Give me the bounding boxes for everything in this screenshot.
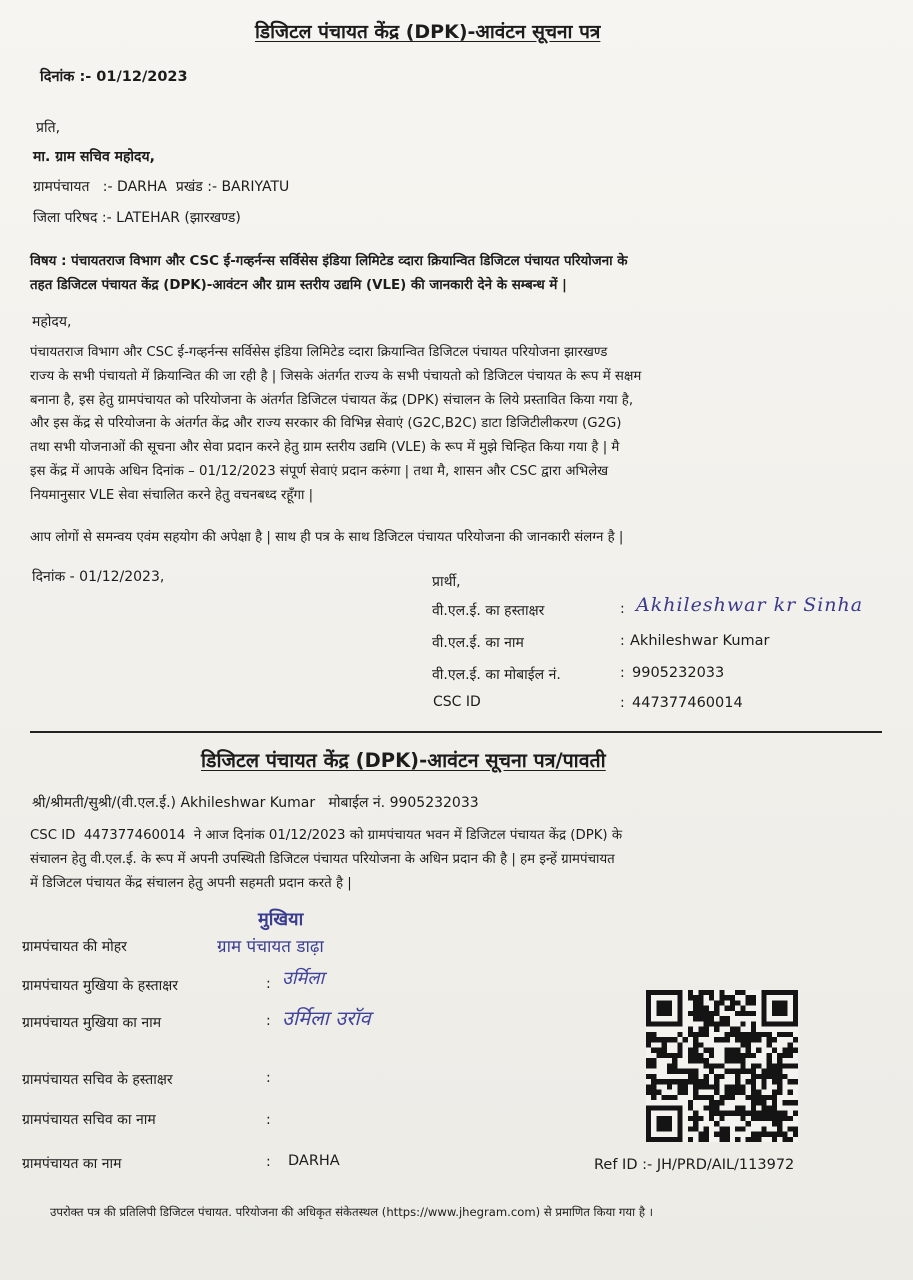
mukhiya-sign-colon: : <box>266 976 271 992</box>
receipt-body <box>30 824 890 896</box>
vle-name-label: वी.एल.ई. का नाम <box>432 635 524 651</box>
gram-panchayat-stamp: ग्राम पंचायत डाढ़ा <box>217 937 324 957</box>
zila-line: जिला परिषद :- LATEHAR (झारखण्ड) <box>33 210 241 226</box>
ref-id: Ref ID :- JH/PRD/AIL/113972 <box>594 1157 795 1173</box>
vle-name-colon: : <box>620 633 625 649</box>
addressee: मा. ग्राम सचिव महोदय, <box>33 149 155 165</box>
receipt-body-line: में डिजिटल पंचायत केंद्र संचालन हेतु अपनी सहमती प्रदान करते है | <box>30 876 352 891</box>
body-line: राज्य के सभी पंचायतो में क्रियान्वित की जा रही है | जिसके अंतर्गत राज्य के सभी पंचायतो को डिजिटल पंचायत के रूप में सक्षम <box>30 368 642 384</box>
mukhiya-signature: उर्मिला <box>282 968 325 989</box>
vle-name-value: Akhileshwar Kumar <box>630 633 770 649</box>
vle-signature: Akhileshwar kr Sinha <box>636 594 864 616</box>
sachiv-sign-label: ग्रामपंचायत सचिव के हस्ताक्षर <box>22 1072 173 1088</box>
body-line: इस केंद्र में आपके अधिन दिनांक – 01/12/2023 संपूर्ण सेवाएं प्रदान करुंगा | तथा मै, शासन और CSC द्वारा अभिलेख <box>30 463 609 479</box>
body-line: पंचायतराज विभाग और CSC ई-गव्हर्नन्स सर्विसेस इंडिया लिमिटेड व्दारा क्रियान्वित डिजिटल पंचायत परियोजना झारखण्ड <box>30 345 608 360</box>
receipt-vle-line: श्री/श्रीमती/सुश्री/(वी.एल.ई.) Akhileshwar Kumar मोबाईल नं. 9905232033 <box>32 795 479 811</box>
vle-signature-colon: : <box>620 601 625 617</box>
closing-line: आप लोगों से समन्वय एवंम सहयोग की अपेक्षा है | साथ ही पत्र के साथ डिजिटल पंचायत परियोजना की जानकारी संलग्न है | <box>30 530 624 545</box>
sachiv-sign-colon: : <box>266 1070 271 1086</box>
notice-date: दिनांक :- 01/12/2023 <box>40 69 188 85</box>
receipt-title: डिजिटल पंचायत केंद्र (DPK)-आवंटन सूचना पत्र/पावती <box>201 749 606 772</box>
gram-panchayat-line: ग्रामपंचायत :- DARHA प्रखंड :- BARIYATU <box>33 179 290 195</box>
gp-name-label: ग्रामपंचायत का नाम <box>22 1156 122 1172</box>
sachiv-name-colon: : <box>266 1112 271 1128</box>
mukhiya-name-label: ग्रामपंचायत मुखिया का नाम <box>22 1015 162 1031</box>
gp-name-colon: : <box>266 1154 271 1170</box>
vle-mobile-value: 9905232033 <box>632 665 725 681</box>
receipt-body-line: संचालन हेतु वी.एल.ई. के रूप में अपनी उपस्थिती डिजिटल पंचायत परियोजना के अधिन प्रदान की है | हम इन्हें ग्रामपंचायत <box>30 852 615 867</box>
vle-mobile-label: वी.एल.ई. का मोबाईल नं. <box>432 667 561 683</box>
subject-line: विषय : पंचायतराज विभाग और CSC ई-गव्हर्नन्स सर्विसेस इंडिया लिमिटेड व्दारा क्रियान्वित डिजिटल पंचायत परियोजना के <box>30 254 628 269</box>
body-line: तथा सभी योजनाओं की सूचना और सेवा प्रदान करने हेतु ग्राम स्तरीय उद्यमि (VLE) के रूप में मुझे चिन्हित किया गया है | मै <box>30 440 620 456</box>
bottom-date: दिनांक - 01/12/2023, <box>32 569 165 585</box>
salutation: महोदय, <box>32 314 72 330</box>
qr-code <box>646 990 798 1142</box>
body-line: नियमानुसार VLE सेवा संचालित करने हेतु वचनबध्द रहूँगा | <box>30 487 314 503</box>
sachiv-name-label: ग्रामपंचायत सचिव का नाम <box>22 1112 156 1128</box>
csc-id-colon: : <box>620 695 625 711</box>
to-line: प्रति, <box>36 120 61 136</box>
subject <box>30 250 890 298</box>
mukhiya-sign-label: ग्रामपंचायत मुखिया के हस्ताक्षर <box>22 978 179 994</box>
footer-note: उपरोक्त पत्र की प्रतिलिपी डिजिटल पंचायत. परियोजना की अधिकृत संकेतस्थल (https://www.jhegram.com) से प्रमाणित किया गया है । <box>50 1205 654 1219</box>
applicant-label: प्रार्थी, <box>432 574 461 590</box>
gp-name-value: DARHA <box>288 1153 340 1169</box>
notice-title: डिजिटल पंचायत केंद्र (DPK)-आवंटन सूचना पत्र <box>255 21 601 43</box>
csc-id-value: 447377460014 <box>632 695 743 711</box>
mukhiya-name-value: उर्मिला उरॉव <box>282 1006 371 1030</box>
section-divider <box>30 731 882 733</box>
seal-label: ग्रामपंचायत की मोहर <box>22 939 127 955</box>
subject-line: तहत डिजिटल पंचायत केंद्र (DPK)-आवंटन और ग्राम स्तरीय उद्यमि (VLE) की जानकारी देने के सम्बन्ध में | <box>30 278 567 294</box>
notice-body <box>30 341 890 508</box>
vle-signature-label: वी.एल.ई. का हस्ताक्षर <box>432 603 545 619</box>
receipt-body-line: CSC ID 447377460014 ने आज दिनांक 01/12/2023 को ग्रामपंचायत भवन में डिजिटल पंचायत केंद्र (DPK) के <box>30 828 623 843</box>
vle-mobile-colon: : <box>620 665 625 681</box>
mukhiya-name-colon: : <box>266 1013 271 1029</box>
body-line: बनाना है, इस हेतु ग्रामपंचायत को परियोजना के अंतर्गत डिजिटल पंचायत केंद्र (DPK) संचालन के लिये प्रस्तावित किया गया है, <box>30 392 634 408</box>
mukhiya-stamp-title: मुखिया <box>258 909 304 930</box>
csc-id-label: CSC ID <box>433 694 481 710</box>
body-line: और इस केंद्र से परियोजना के अंतर्गत केंद्र और राज्य सरकार की विभिन्न सेवाएं (G2C,B2C) डाटा डिजिटीलीकरण (G2G) <box>30 416 622 432</box>
